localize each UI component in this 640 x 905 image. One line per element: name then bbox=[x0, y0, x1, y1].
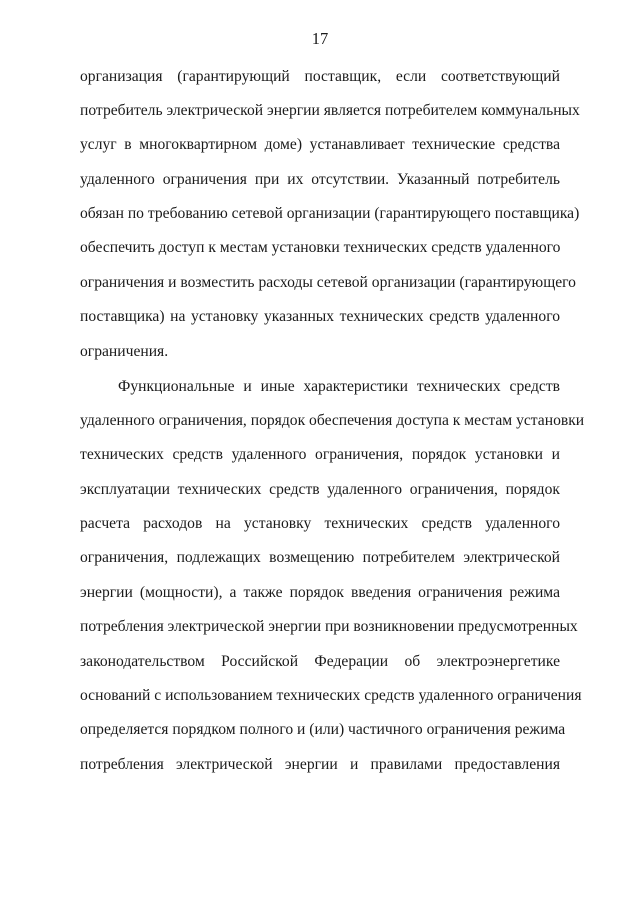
text-line: расчета расходов на установку технических средств удаленного bbox=[80, 515, 560, 532]
text-line: определяется порядком полного и (или) частичного ограничения режима bbox=[80, 721, 566, 738]
text-line: ограничения, подлежащих возмещению потребителем электрической bbox=[80, 549, 560, 566]
text-line: обеспечить доступ к местам установки технических средств удаленного bbox=[80, 239, 561, 256]
text-line: поставщика) на установку указанных технических средств удаленного bbox=[80, 308, 560, 325]
text-line: организация (гарантирующий поставщик, если соответствующий bbox=[80, 68, 560, 85]
text-line: обязан по требованию сетевой организации (гарантирующего поставщика) bbox=[80, 205, 580, 222]
text-line: потребления электрической энергии при возникновении предусмотренных bbox=[80, 618, 578, 635]
text-line: ограничения и возместить расходы сетевой организации (гарантирующего bbox=[80, 274, 576, 291]
text-line: потребитель электрической энергии является потребителем коммунальных bbox=[80, 102, 580, 119]
page-number: 17 bbox=[311, 29, 329, 48]
text-line: удаленного ограничения, порядок обеспечения доступа к местам установки bbox=[80, 412, 585, 429]
text-line: потребления электрической энергии и правилами предоставления bbox=[80, 756, 560, 773]
text-line: энергии (мощности), а также порядок введения ограничения режима bbox=[80, 584, 560, 601]
text-line: оснований с использованием технических средств удаленного ограничения bbox=[80, 687, 582, 704]
text-line: технических средств удаленного ограничения, порядок установки и bbox=[80, 446, 560, 463]
text-line: удаленного ограничения при их отсутствии. Указанный потребитель bbox=[80, 171, 560, 188]
text-line: законодательством Российской Федерации об электроэнергетике bbox=[80, 653, 560, 670]
text-line: услуг в многоквартирном доме) устанавливает технические средства bbox=[80, 136, 560, 153]
text-line: эксплуатации технических средств удаленного ограничения, порядок bbox=[80, 481, 560, 498]
text-line: ограничения. bbox=[80, 343, 169, 360]
text-line: Функциональные и иные характеристики технических средств bbox=[118, 378, 560, 395]
